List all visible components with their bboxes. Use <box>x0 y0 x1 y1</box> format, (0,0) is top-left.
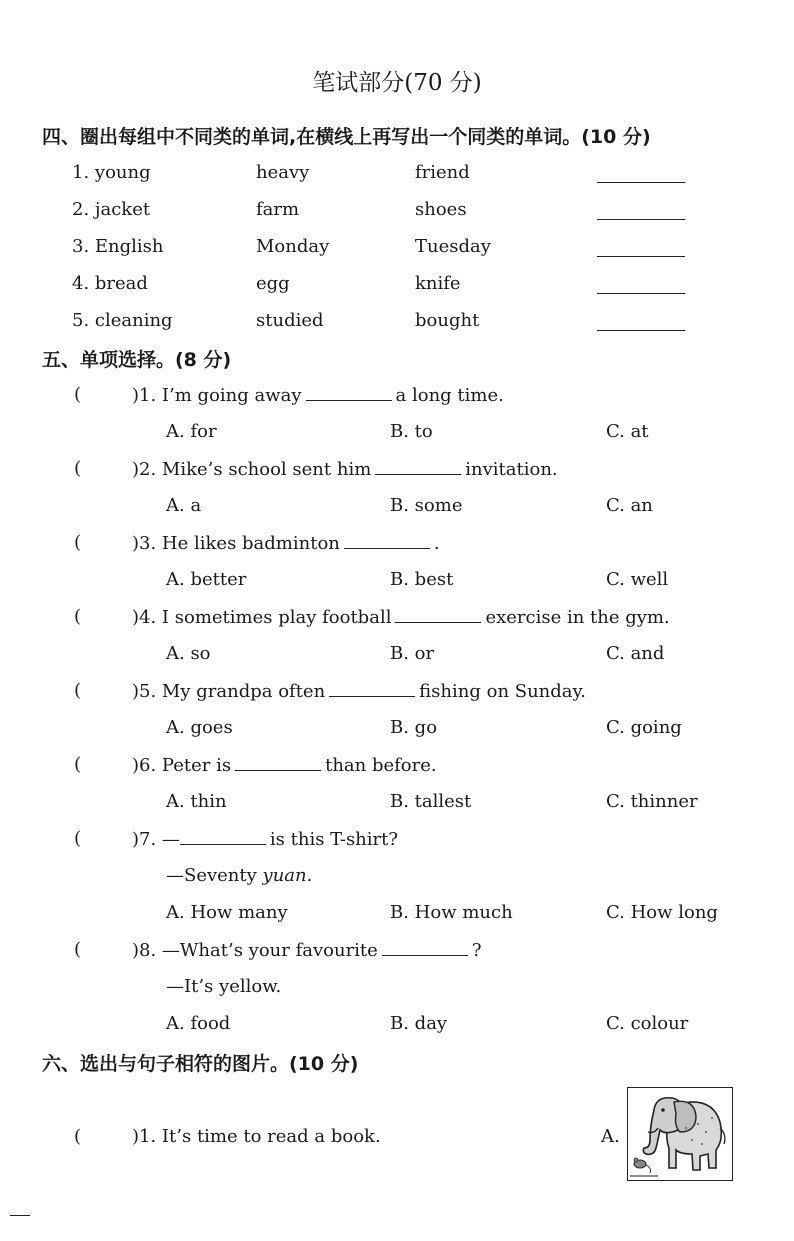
option-b: B. to <box>390 421 433 442</box>
stem-pre: )7. — <box>132 829 180 850</box>
answer-paren[interactable]: ( <box>74 939 82 960</box>
answer-line[interactable] <box>597 181 685 183</box>
question-stem <box>132 606 670 628</box>
fill-blank <box>395 606 481 623</box>
answer-paren[interactable]: ( <box>74 680 82 701</box>
answer-paren[interactable]: ( <box>74 606 82 627</box>
stem-post: ? <box>471 940 482 961</box>
fill-blank <box>235 754 321 771</box>
option-a: A. for <box>166 421 217 442</box>
option-b: B. go <box>390 717 438 738</box>
answer-paren[interactable]: ( <box>74 458 82 479</box>
word-2: heavy <box>256 162 310 183</box>
option-c: C. at <box>606 421 649 442</box>
question-stem <box>132 754 437 776</box>
section-6-heading: 六、选出与句子相符的图片。(10 分) <box>42 1053 359 1075</box>
fill-blank <box>375 458 461 475</box>
answer-paren[interactable]: ( <box>74 828 82 849</box>
option-b: B. some <box>390 495 463 516</box>
question-stem <box>132 384 504 406</box>
section-4-heading: 四、圈出每组中不同类的单词,在横线上再写出一个同类的单词。(10 分) <box>42 126 651 148</box>
question-stem <box>132 828 398 850</box>
option-a: A. better <box>166 569 247 590</box>
answer-line[interactable] <box>597 218 685 220</box>
option-b: B. best <box>390 569 454 590</box>
option-c: C. How long <box>606 902 718 923</box>
dialogue-reply <box>166 865 312 886</box>
stem-pre: )4. I sometimes play football <box>132 607 392 628</box>
stem-post: is this T-shirt? <box>269 829 399 850</box>
option-a: A. a <box>166 495 202 516</box>
word-3: Tuesday <box>415 236 491 257</box>
stem-post: a long time. <box>395 385 504 406</box>
fill-blank <box>306 384 392 401</box>
word-3: friend <box>415 162 470 183</box>
reply-pre: —It’s yellow. <box>166 976 282 997</box>
option-b: B. How much <box>390 902 513 923</box>
question-stem <box>132 532 440 554</box>
option-c: C. colour <box>606 1013 689 1034</box>
option-a: A. food <box>166 1013 231 1034</box>
question-stem <box>132 680 586 702</box>
stem-pre: )5. My grandpa often <box>132 681 326 702</box>
fill-blank <box>180 828 266 845</box>
option-c: C. well <box>606 569 669 590</box>
option-c: C. going <box>606 717 682 738</box>
word-1: 5. cleaning <box>72 310 173 331</box>
reply-pre: —Seventy <box>166 865 263 886</box>
option-c: C. an <box>606 495 653 516</box>
question-stem <box>132 939 481 961</box>
stem-pre: )1. I’m going away <box>132 385 302 406</box>
stem-pre: )3. He likes badminton <box>132 533 340 554</box>
section-5-heading: 五、单项选择。(8 分) <box>42 349 232 371</box>
sentence: )1. It’s time to read a book. <box>132 1126 381 1147</box>
stem-pre: )2. Mike’s school sent him <box>132 459 372 480</box>
stem-post: than before. <box>325 755 437 776</box>
word-3: bought <box>415 310 480 331</box>
answer-paren[interactable]: ( <box>74 384 82 405</box>
reply-italic: yuan <box>262 865 307 886</box>
answer-line[interactable] <box>597 255 685 257</box>
word-1: 4. bread <box>72 273 148 294</box>
word-3: shoes <box>415 199 467 220</box>
option-a: A. goes <box>166 717 233 738</box>
answer-paren[interactable]: ( <box>74 1126 82 1147</box>
word-3: knife <box>415 273 461 294</box>
stem-pre: )8. —What’s your favourite <box>132 940 378 961</box>
stem-post: exercise in the gym. <box>485 607 670 628</box>
option-a: A. so <box>166 643 211 664</box>
option-c: C. and <box>606 643 665 664</box>
stem-post: . <box>433 533 440 554</box>
option-c: C. thinner <box>606 791 698 812</box>
fill-blank <box>344 532 430 549</box>
option-b: B. or <box>390 643 435 664</box>
page-footer-rule <box>10 1215 30 1216</box>
option-b: B. tallest <box>390 791 472 812</box>
question-stem <box>132 458 558 480</box>
option-b: B. day <box>390 1013 448 1034</box>
picture-option-a <box>627 1087 733 1181</box>
fill-blank <box>382 939 468 956</box>
word-1: 3. English <box>72 236 164 257</box>
word-2: Monday <box>256 236 330 257</box>
fill-blank <box>329 680 415 697</box>
word-2: farm <box>256 199 300 220</box>
answer-paren[interactable]: ( <box>74 754 82 775</box>
stem-post: fishing on Sunday. <box>419 681 587 702</box>
picture-option-label: A. <box>601 1126 620 1147</box>
word-2: studied <box>256 310 324 331</box>
answer-line[interactable] <box>597 329 685 331</box>
option-a: A. thin <box>166 791 227 812</box>
dialogue-reply <box>166 976 281 997</box>
option-a: A. How many <box>166 902 288 923</box>
word-1: 2. jacket <box>72 199 151 220</box>
word-1: 1. young <box>72 162 151 183</box>
stem-pre: )6. Peter is <box>132 755 232 776</box>
answer-line[interactable] <box>597 292 685 294</box>
stem-post: invitation. <box>465 459 558 480</box>
elephant-icon <box>628 1088 731 1179</box>
page-title: 笔试部分(70 分) <box>312 70 482 96</box>
reply-post: . <box>306 865 313 886</box>
word-2: egg <box>256 273 290 294</box>
answer-paren[interactable]: ( <box>74 532 82 553</box>
